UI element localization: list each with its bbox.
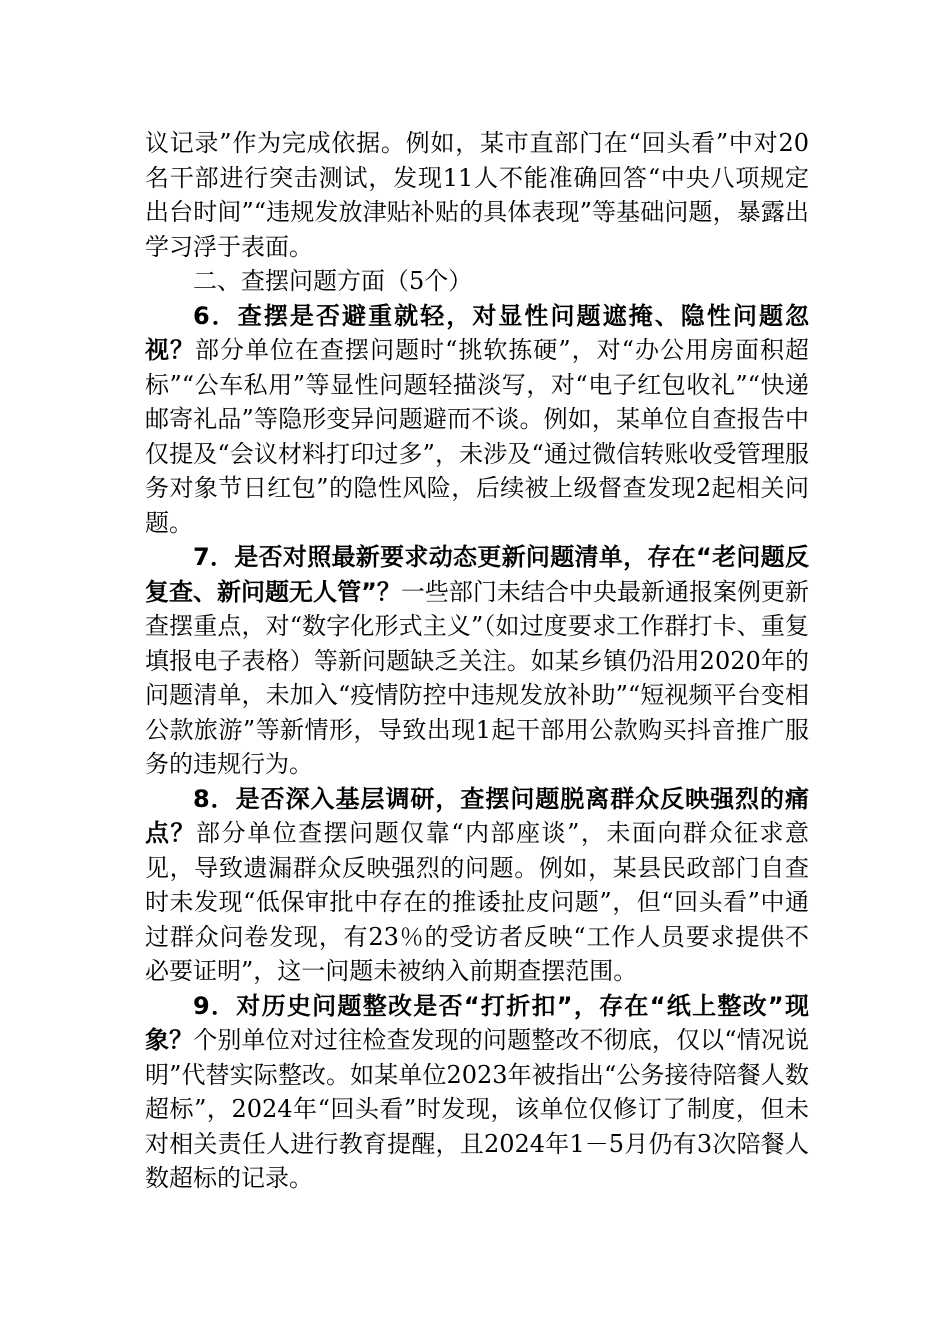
item-body-9: 个别单位对过往检查发现的问题整改不彻底，仅以“情况说明”代替实际整改。如某单位2023年被指出“公务接待陪餐人数超标”，2024年“回头看”时发现，该单位仅修订了制度，但未对相关责任人进行教育提醒，且2024年1－5月仍有3次陪餐人数超标的记录。: [145, 1026, 809, 1192]
item-body-6: 部分单位在查摆问题时“挑软拣硬”，对“办公用房面积超标”“公车私用”等显性问题轻描淡写，对“电子红包收礼”“快递邮寄礼品”等隐形变异问题避而不谈。例如，某单位自查报告中仅提及“会议材料打印过多”，未涉及“通过微信转账收受管理服务对象节日红包”的隐性风险，后续被上级督查发现2起相关问题。: [145, 336, 809, 537]
item-heading-7: 7．是否对照最新要求动态更新问题清单，存在“老问题反复查、新问题无人管”？: [145, 543, 809, 606]
paragraph-continuation: 议记录”作为完成依据。例如，某市直部门在“回头看”中对20名干部进行突击测试，发现11人不能准确回答“中央八项规定出台时间”“违规发放津贴补贴的具体表现”等基础问题，暴露出学习浮于表面。: [145, 129, 809, 261]
item-paragraph-6: [145, 299, 809, 541]
item-paragraph-8: [145, 782, 809, 989]
section-title: 二、查摆问题方面（5个）: [193, 267, 473, 295]
item-paragraph-9: [145, 989, 809, 1196]
item-body-7: 一些部门未结合中央最新通报案例更新查摆重点，对“数字化形式主义”（如过度要求工作群打卡、重复填报电子表格）等新问题缺乏关注。如某乡镇仍沿用2020年的问题清单，未加入“疫情防控中违规发放补助”“短视频平台变相公款旅游”等新情形，导致出现1起干部用公款购买抖音推广服务的违规行为。: [145, 577, 810, 778]
item-paragraph-7: [145, 540, 809, 782]
item-heading-9: 9．对历史问题整改是否“打折扣”，存在“纸上整改”现象？: [145, 991, 809, 1054]
document-body: [145, 126, 809, 1196]
item-body-8: 部分单位查摆问题仅靠“内部座谈”，未面向群众征求意见，导致遗漏群众反映强烈的问题。例如，某县民政部门自查时未发现“低保审批中存在的推诿扯皮问题”，但“回头看”中通过群众问卷发现，有23％的受访者反映“工作人员要求提供不必要证明”，这一问题未被纳入前期查摆范围。: [145, 819, 810, 985]
item-heading-8: 8．是否深入基层调研，查摆问题脱离群众反映强烈的痛点？: [145, 784, 809, 847]
item-heading-6: 6．查摆是否避重就轻，对显性问题遮掩、隐性问题忽视？: [145, 301, 809, 364]
